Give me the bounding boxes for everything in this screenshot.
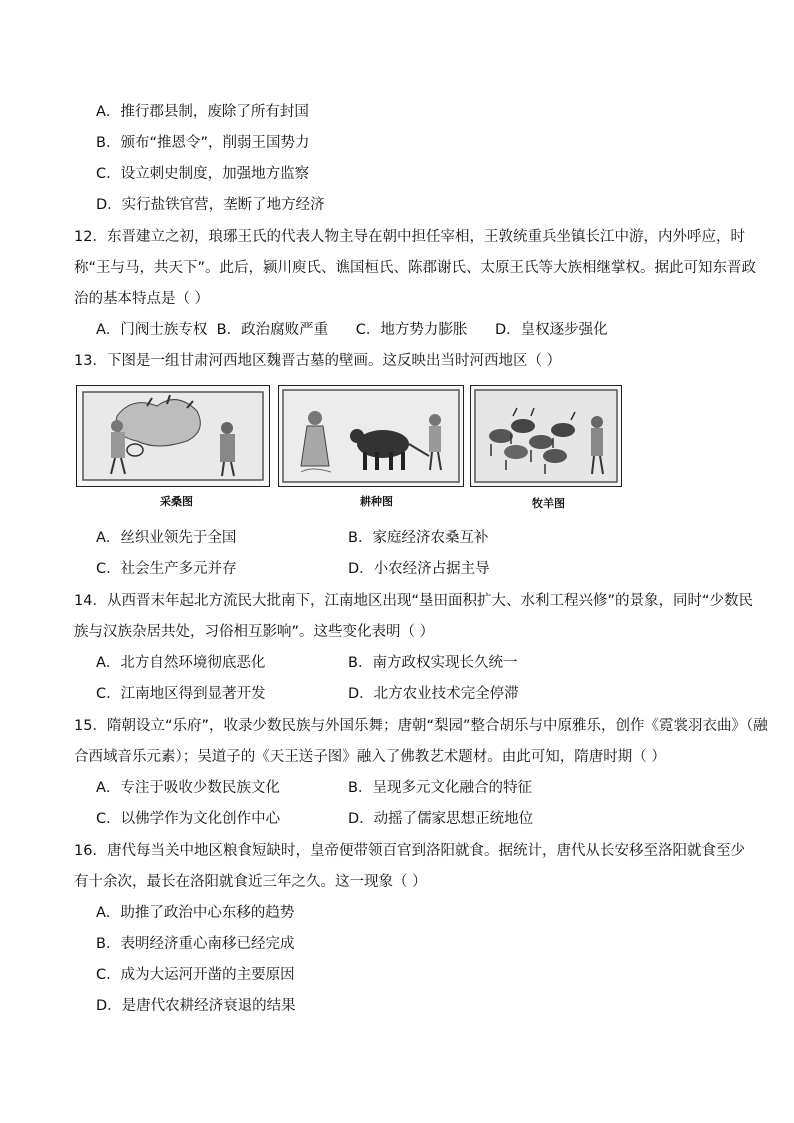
q12-stem-line-3: 治的基本特点是（ ） — [74, 291, 210, 307]
q15-option-b: B．呈现多元文化融合的特征 — [348, 780, 532, 796]
q14-stem-line-2: 族与汉族杂居共处，习俗相互影响”。这些变化表明（ ） — [74, 624, 435, 640]
caption-mulberry: 采桑图 — [160, 495, 193, 508]
q13-option-a: A．丝织业领先于全国 — [96, 530, 237, 546]
q13-option-b: B．家庭经济农桑互补 — [348, 530, 489, 546]
caption-plowing: 耕种图 — [360, 495, 393, 508]
caption-herding: 牧羊图 — [532, 497, 565, 510]
mural-plowing — [278, 385, 464, 487]
q15-option-c: C．以佛学作为文化创作中心 — [96, 811, 281, 827]
q13-stem: 13．下图是一组甘肃河西地区魏晋古墓的壁画。这反映出当时河西地区（ ） — [74, 353, 562, 369]
q14-option-a: A．北方自然环境彻底恶化 — [96, 655, 266, 671]
q14-option-c: C．江南地区得到显著开发 — [96, 686, 266, 702]
mural-mulberry-picking — [76, 385, 270, 487]
q12-stem-line-1: 12．东晋建立之初，琅琊王氏的代表人物主导在朝中担任宰相，王敦统重兵坐镇长江中游，内外呼应，时 — [74, 229, 745, 245]
q14-stem-line-1: 14．从西晋末年起北方流民大批南下，江南地区出现“垦田面积扩大、水利工程兴修”的景象，同时“少数民 — [74, 593, 753, 609]
q11-option-c: C．设立刺史制度，加强地方监察 — [96, 166, 310, 182]
q11-option-a: A．推行郡县制，废除了所有封国 — [96, 104, 309, 120]
q11-option-b: B．颁布“推恩令”，削弱王国势力 — [96, 135, 310, 151]
q15-option-a: A．专注于吸收少数民族文化 — [96, 780, 280, 796]
q14-option-b: B．南方政权实现长久统一 — [348, 655, 518, 671]
q16-option-a: A．助推了政治中心东移的趋势 — [96, 905, 295, 921]
q15-stem-line-1: 15．隋朝设立“乐府”，收录少数民族与外国乐舞；唐朝“梨园”整合胡乐与中原雅乐，创作《霓裳羽衣曲》（融 — [74, 718, 768, 734]
q16-option-b: B．表明经济重心南移已经完成 — [96, 936, 295, 952]
q12-stem-line-2: 称“王与马，共天下”。此后，颍川庾氏、谯国桓氏、陈郡谢氏、太原王氏等大族相继掌权。据此可知东晋政 — [74, 260, 757, 276]
mural-herding — [470, 385, 622, 487]
mural-figures — [74, 385, 634, 515]
q16-stem-line-1: 16．唐代每当关中地区粮食短缺时，皇帝便带领百官到洛阳就食。据统计，唐代从长安移至洛阳就食至少 — [74, 843, 745, 859]
q16-stem-line-2: 有十余次，最长在洛阳就食近三年之久。这一现象（ ） — [74, 874, 427, 890]
q15-option-d: D．动摇了儒家思想正统地位 — [348, 811, 534, 827]
q13-option-c: C．社会生产多元并存 — [96, 561, 237, 577]
q12-options: A．门阀士族专权 B．政治腐败严重 C．地方势力膨胀 D．皇权逐步强化 — [96, 322, 608, 338]
q14-option-d: D．北方农业技术完全停滞 — [348, 686, 519, 702]
q13-option-d: D．小农经济占据主导 — [348, 561, 490, 577]
q11-option-d: D．实行盐铁官营，垄断了地方经济 — [96, 197, 325, 213]
q16-option-d: D．是唐代农耕经济衰退的结果 — [96, 998, 296, 1014]
q16-option-c: C．成为大运河开凿的主要原因 — [96, 967, 295, 983]
q15-stem-line-2: 合西域音乐元素）；吴道子的《天王送子图》融入了佛教艺术题材。由此可知，隋唐时期（ ） — [74, 749, 666, 765]
